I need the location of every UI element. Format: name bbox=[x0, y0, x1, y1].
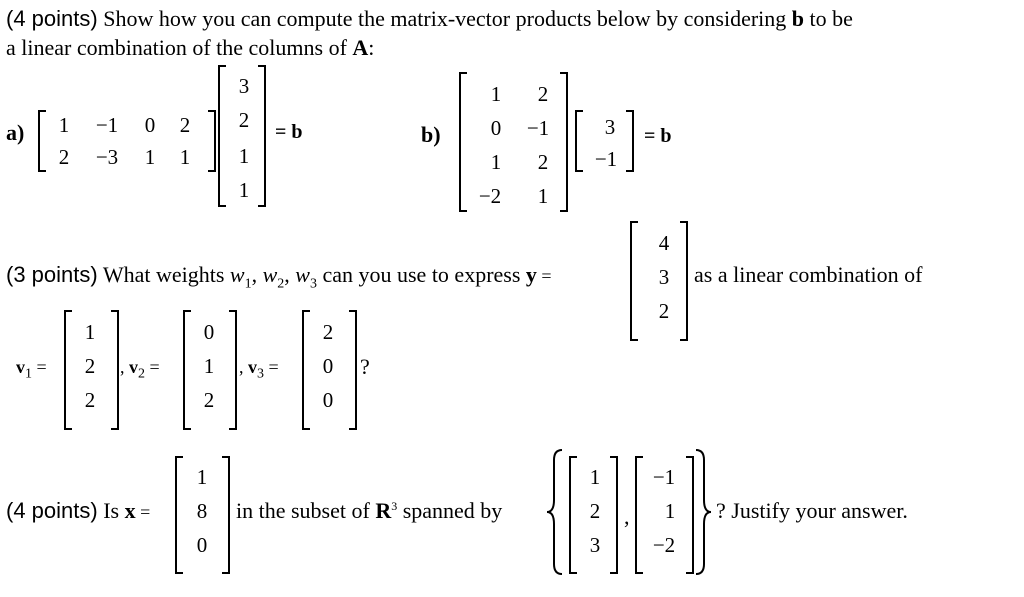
vector-b-cell: −1 bbox=[594, 147, 618, 171]
matrix-b-cell: −2 bbox=[478, 184, 502, 208]
vector-b-cell: 3 bbox=[604, 115, 616, 139]
matrix-b-cell: 1 bbox=[490, 82, 502, 106]
part-a-eq-b: = b bbox=[275, 121, 303, 143]
vector-v2-cell: 2 bbox=[203, 388, 215, 412]
vector-x-cell: 8 bbox=[196, 499, 208, 523]
part-b-label: b) bbox=[421, 122, 441, 147]
matrix-a-cell: 1 bbox=[179, 145, 191, 169]
q2-question-mark: ? bbox=[360, 354, 370, 379]
vector-a-cell: 3 bbox=[238, 74, 250, 98]
span-vector1-right-bracket bbox=[610, 456, 618, 574]
span-vector2-cell: −1 bbox=[652, 465, 676, 489]
part-a-label: a) bbox=[6, 120, 25, 145]
span-vector1-cell: 2 bbox=[589, 499, 601, 523]
matrix-b-cell: 2 bbox=[537, 82, 549, 106]
vector-y-cell: 2 bbox=[658, 299, 670, 323]
vector-a-cell: 1 bbox=[238, 178, 250, 202]
q1-text-c: to be bbox=[804, 6, 853, 31]
vector-x-cell: 1 bbox=[196, 465, 208, 489]
q2-w2-sub: 2 bbox=[277, 276, 285, 292]
q1-line2 bbox=[6, 37, 374, 59]
vector-b-left-bracket bbox=[575, 110, 583, 172]
q1-line2-c: : bbox=[368, 35, 375, 60]
matrix-a-cell: −1 bbox=[95, 113, 119, 137]
q2-text-b: can you use to express bbox=[316, 262, 526, 287]
q2-w1: w bbox=[229, 262, 245, 287]
q2-w3: w bbox=[295, 262, 310, 287]
vector-a-right-bracket bbox=[258, 65, 266, 207]
q3-R-sup: 3 bbox=[391, 499, 398, 513]
matrix-a-left-bracket bbox=[38, 110, 46, 172]
span-vector1-left-bracket bbox=[569, 456, 577, 574]
q3-text-b: in the subset of bbox=[236, 498, 376, 523]
vector-v3-right-bracket bbox=[349, 310, 357, 430]
q3-text-a: Is bbox=[97, 498, 125, 523]
span-vector2-cell: 1 bbox=[664, 499, 676, 523]
span-vector1-cell: 1 bbox=[589, 465, 601, 489]
q2-w3-sub: 3 bbox=[309, 276, 317, 292]
q3-text-b-line bbox=[236, 500, 502, 522]
matrix-a-cell: 0 bbox=[144, 113, 156, 137]
vector-x-cell: 0 bbox=[196, 533, 208, 557]
matrix-a-cell: 2 bbox=[58, 145, 70, 169]
span-vector2-right-bracket bbox=[686, 456, 694, 574]
vector-x-left-bracket bbox=[175, 456, 183, 574]
vector-a-cell: 1 bbox=[238, 144, 250, 168]
q2-w1-sub: 1 bbox=[244, 276, 252, 292]
vector-v2-cell: 1 bbox=[203, 354, 215, 378]
part-b-eq-b: = b bbox=[644, 125, 672, 147]
matrix-b-cell: 0 bbox=[490, 116, 502, 140]
q1-b-bold: b bbox=[791, 6, 805, 31]
vector-v3-cell: 0 bbox=[322, 388, 334, 412]
q3-text-d: ? Justify your answer. bbox=[716, 498, 908, 523]
matrix-a-cell: 2 bbox=[179, 113, 191, 137]
vector-v2-left-bracket bbox=[183, 310, 191, 430]
right-brace bbox=[693, 448, 713, 576]
vector-y-right-bracket bbox=[680, 221, 688, 341]
matrix-b-left-bracket bbox=[459, 72, 467, 212]
q1-A-bold: A bbox=[352, 35, 369, 60]
vector-y-cell: 3 bbox=[658, 265, 670, 289]
q3-equals: = bbox=[140, 502, 151, 522]
v2-label: , $v_2$ = bbox=[120, 357, 160, 382]
span-vector1-cell: 3 bbox=[589, 533, 601, 557]
vector-v1-cell: 2 bbox=[84, 388, 96, 412]
vector-a-left-bracket bbox=[218, 65, 226, 207]
q2-points: (3 points) bbox=[6, 262, 98, 287]
q3-x-label: x bbox=[124, 498, 136, 523]
q2-equals: = bbox=[541, 266, 552, 286]
q2-w2: w bbox=[262, 262, 278, 287]
matrix-b-right-bracket bbox=[560, 72, 568, 212]
span-vector2-left-bracket bbox=[635, 456, 643, 574]
span-comma: , bbox=[624, 504, 630, 529]
matrix-a-right-bracket bbox=[208, 110, 216, 172]
q3-points: (4 points) bbox=[6, 498, 98, 523]
matrix-b-cell: 2 bbox=[537, 150, 549, 174]
vector-v3-cell: 0 bbox=[322, 354, 334, 378]
matrix-a-cell: −3 bbox=[95, 145, 119, 169]
q2-text-a: What weights bbox=[97, 262, 230, 287]
vector-v1-cell: 1 bbox=[84, 320, 96, 344]
q1-points: (4 points) bbox=[6, 6, 98, 31]
q1-line1 bbox=[6, 8, 853, 30]
matrix-b-cell: −1 bbox=[526, 116, 550, 140]
q3-text-c: spanned by bbox=[397, 498, 503, 523]
q2-text-c: as a linear combination of bbox=[694, 262, 923, 287]
vector-v1-left-bracket bbox=[64, 310, 72, 430]
q2-sep: , bbox=[251, 262, 263, 287]
vector-x-right-bracket bbox=[222, 456, 230, 574]
vector-b-right-bracket bbox=[626, 110, 634, 172]
span-vector2-cell: −2 bbox=[652, 533, 676, 557]
q3-line bbox=[6, 500, 150, 522]
vector-v3-cell: 2 bbox=[322, 320, 334, 344]
vector-y-cell: 4 bbox=[658, 231, 670, 255]
left-brace bbox=[545, 448, 565, 576]
vector-v1-cell: 2 bbox=[84, 354, 96, 378]
matrix-b-cell: 1 bbox=[490, 150, 502, 174]
vector-v3-left-bracket bbox=[302, 310, 310, 430]
q3-R: R bbox=[375, 498, 392, 523]
q2-sep: , bbox=[284, 262, 296, 287]
q2-y-label: y bbox=[525, 262, 537, 287]
q2-line1 bbox=[6, 264, 552, 291]
vector-y-left-bracket bbox=[630, 221, 638, 341]
v3-label: , $v_3$ = bbox=[239, 357, 279, 382]
vector-a-cell: 2 bbox=[238, 108, 250, 132]
q1-text-a: Show how you can compute the matrix-vector products below by considering bbox=[97, 6, 792, 31]
v1-label: $v_1$ = bbox=[16, 357, 47, 382]
q1-line2-a: a linear combination of the columns of bbox=[6, 35, 353, 60]
matrix-a-cell: 1 bbox=[58, 113, 70, 137]
matrix-a-cell: 1 bbox=[144, 145, 156, 169]
vector-v1-right-bracket bbox=[111, 310, 119, 430]
matrix-b-cell: 1 bbox=[537, 184, 549, 208]
vector-v2-cell: 0 bbox=[203, 320, 215, 344]
vector-v2-right-bracket bbox=[229, 310, 237, 430]
